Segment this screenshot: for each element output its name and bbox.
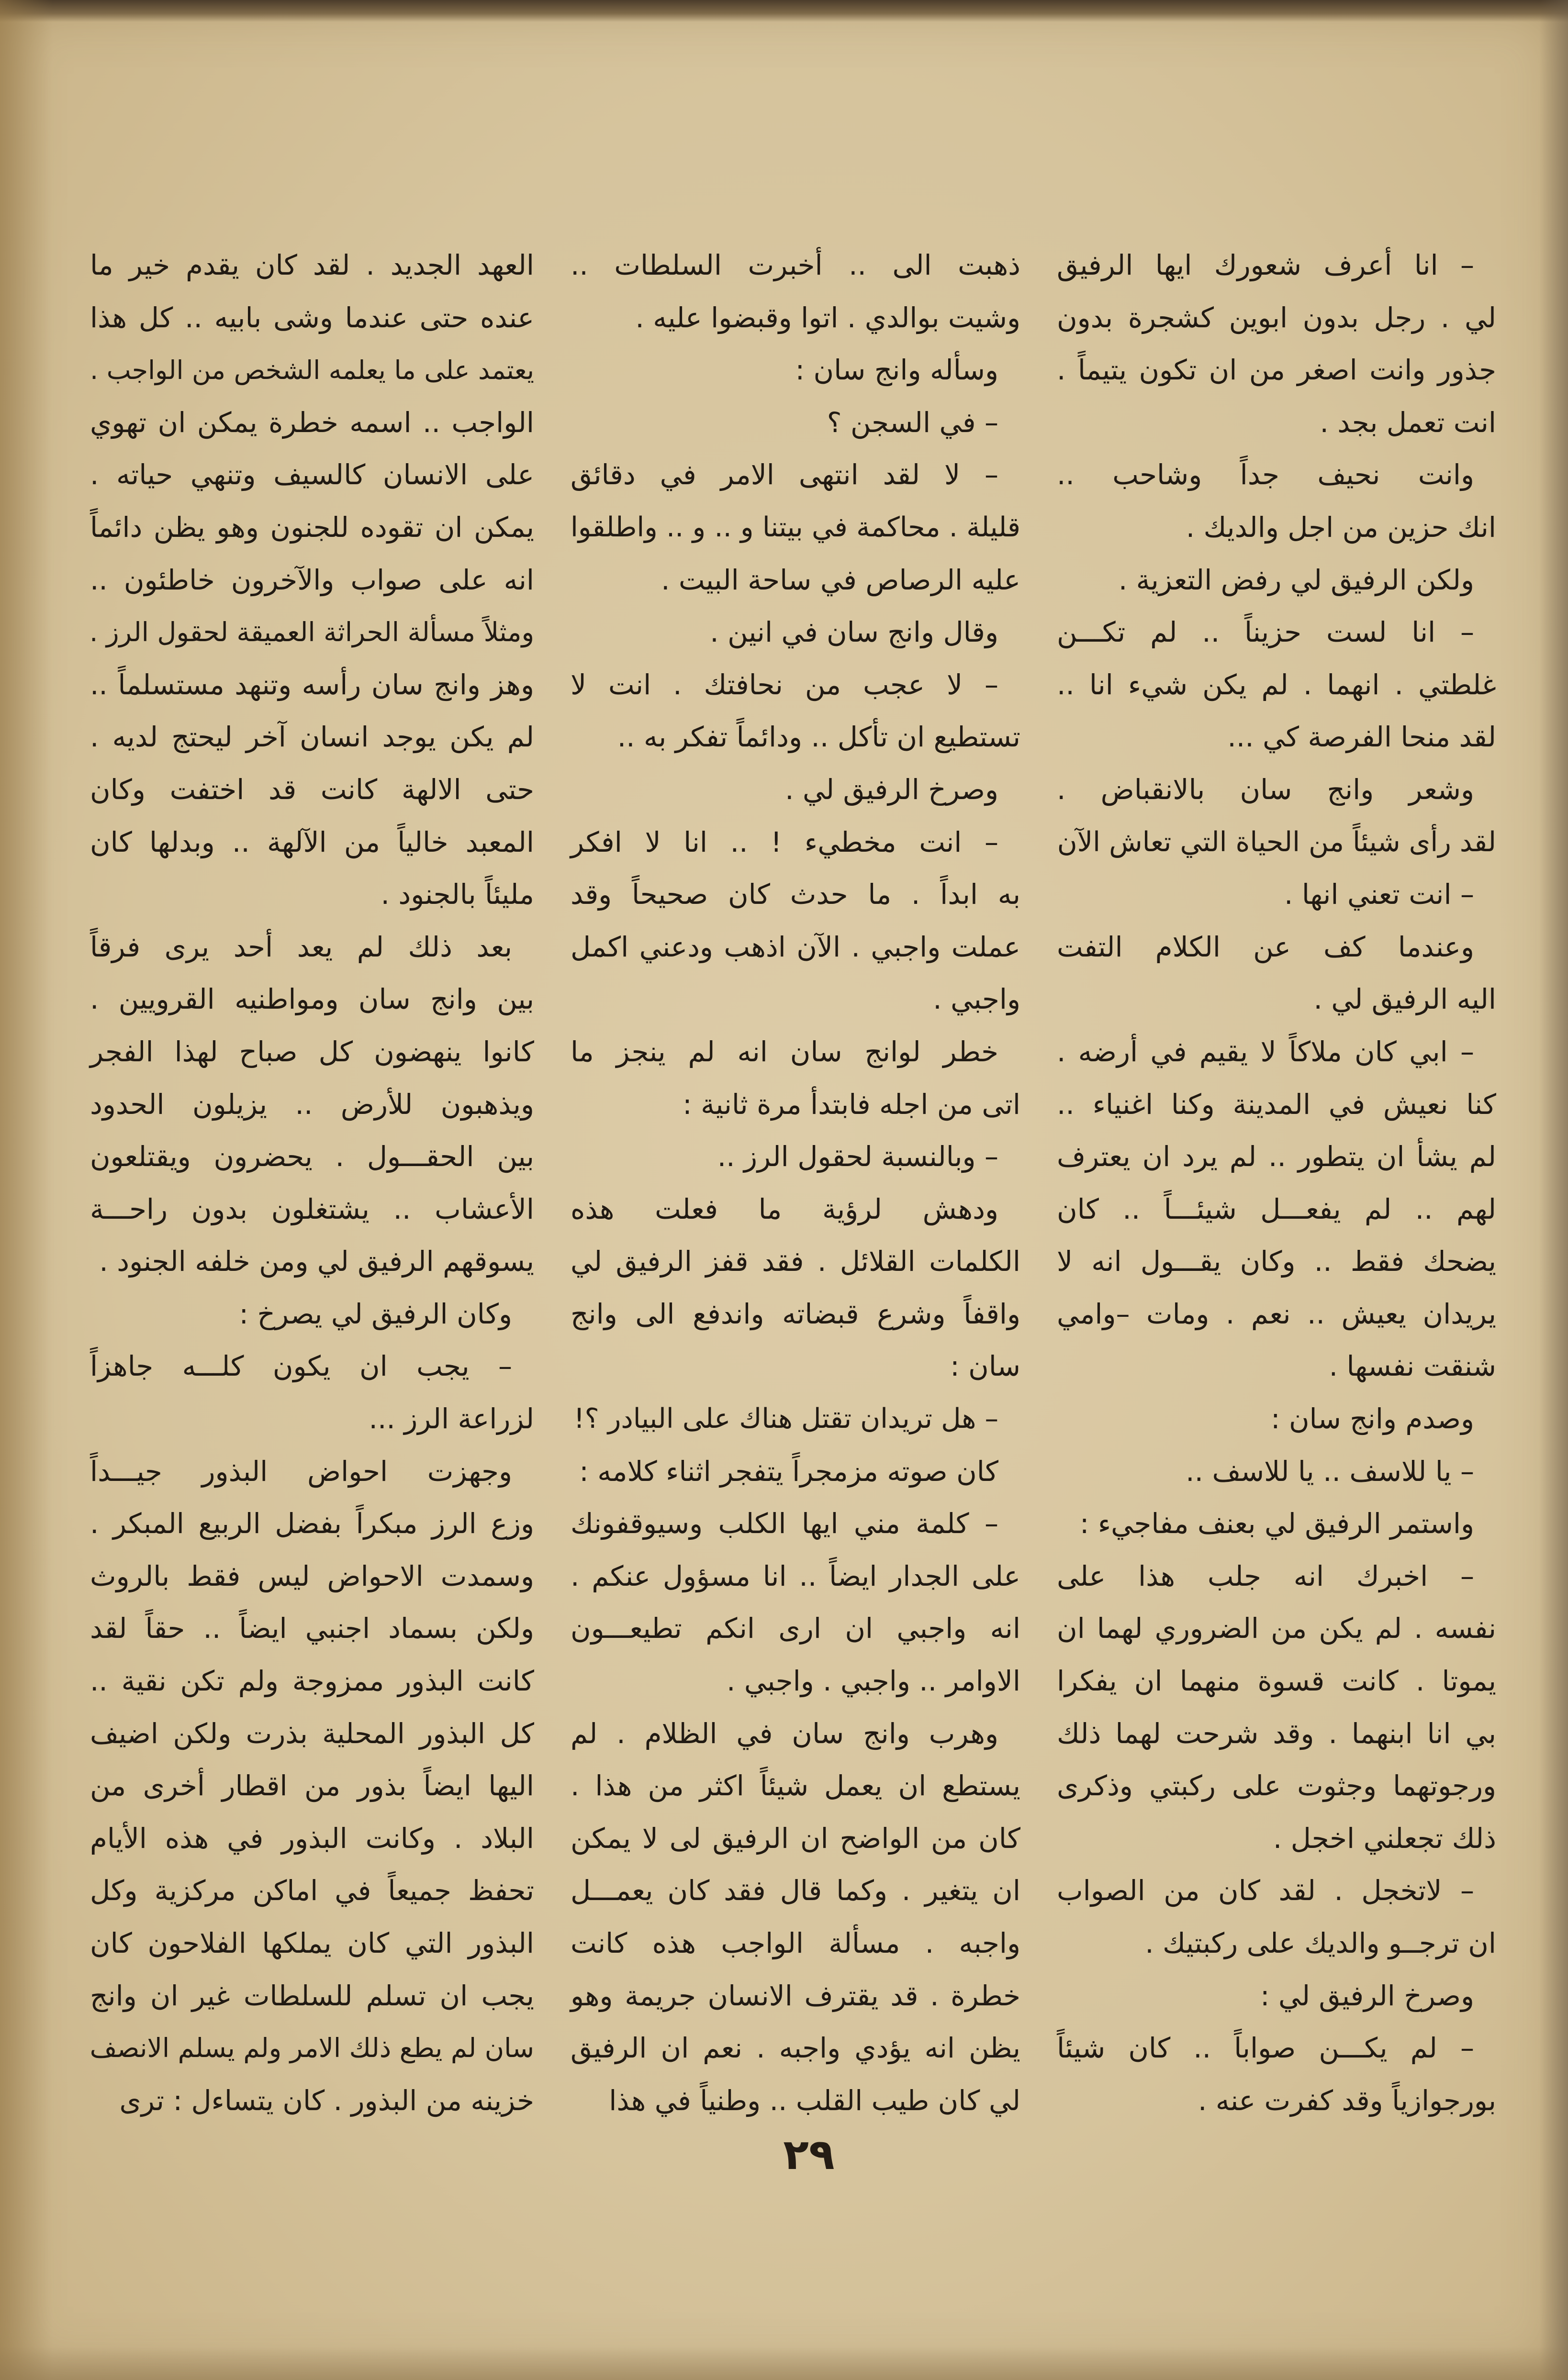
text-line: وصرخ الرفيق لي . (785, 773, 998, 806)
text-line: لقد منحا الفرصة كي ... (1227, 721, 1496, 754)
text-line: انك حزين من اجل والديك . (1186, 511, 1496, 544)
text-line: وزع الرز مبكراً بفضل الربيع المبكر . (90, 1507, 534, 1540)
text-line: يموتا . كانت قسوة منهما ان يفكرا (1057, 1665, 1496, 1698)
text-line: وشيت بوالدي . اتوا وقبضوا عليه . (635, 301, 1020, 334)
text-line: العهد الجديد . لقد كان يقدم خير ما (90, 249, 534, 281)
text-line: ان ترجــو والديك على ركبتيك . (1145, 1927, 1496, 1959)
text-line: وهز وانج سان رأسه وتنهد مستسلماً .. (90, 668, 534, 701)
paragraph (1057, 449, 1496, 554)
text-line: يستطع ان يعمل شيئاً اكثر من هذا . (571, 1769, 1020, 1802)
text-line: على الجدار ايضاً .. انا مسؤول عنكم . (571, 1559, 1020, 1592)
text-line: ولكن الرفيق لي رفض التعزية . (1118, 563, 1474, 596)
text-line: لزراعة الرز ... (369, 1402, 534, 1435)
text-line: لم يكن يوجد انسان آخر ليحتج لديه . (90, 721, 534, 754)
text-line: سان : (950, 1350, 1020, 1383)
text-line: تحفظ جميعاً في اماكن مركزية وكل (90, 1874, 534, 1907)
text-line: ويذهبون للأرض .. يزيلون الحدود (90, 1088, 534, 1121)
paragraph (1057, 606, 1496, 764)
text-line: واجبه . مسألة الواجب هذه كانت (571, 1927, 1020, 1959)
paragraph (571, 1393, 1020, 1446)
text-line: سان لم يطع ذلك الامر ولم يسلم الانصف (90, 2033, 534, 2064)
text-line: لقد رأى شيئاً من الحياة التي تعاش الآن (1057, 826, 1496, 858)
text-line: البذور التي كان يملكها الفلاحون كان (90, 1927, 534, 1959)
text-line: يمكن ان تقوده للجنون وهو يظن دائماً (90, 511, 534, 544)
text-line: الاوامر .. واجبي . واجبي . (727, 1665, 1020, 1698)
text-line: لم يشأ ان يتطور .. لم يرد ان يعترف (1057, 1140, 1496, 1173)
text-line: كانت البذور ممزوجة ولم تكن نقية .. (90, 1665, 534, 1698)
text-line: خطر لوانج سان انه لم ينجز ما (571, 1035, 998, 1068)
text-line: الواجب .. اسمه خطرة يمكن ان تهوي (90, 406, 534, 439)
paragraph (1057, 1550, 1496, 1865)
text-line: – في السجن ؟ (827, 406, 998, 439)
paragraph (1057, 764, 1496, 868)
text-line: بي انا ابنهما . وقد شرحت لهما ذلك (1057, 1717, 1496, 1750)
text-line: – يا للاسف .. يا للاسف .. (1186, 1455, 1474, 1488)
text-line: يسوقهم الرفيق لي ومن خلفه الجنود . (99, 1245, 534, 1278)
text-line: به ابداً . ما حدث كان صحيحاً وقد (571, 878, 1020, 911)
text-line: اليها ايضاً بذور من اقطار أخرى من (90, 1769, 534, 1802)
page-number: ٢٩ (783, 2130, 835, 2179)
text-line: ذهبت الى .. أخبرت السلطات .. (571, 249, 1020, 281)
text-column-1 (1057, 239, 1496, 2127)
paragraph (571, 397, 1020, 449)
paragraph (1057, 554, 1496, 607)
text-line: وصدم وانج سان : (1270, 1402, 1474, 1435)
paragraph (1057, 1865, 1496, 1969)
text-line: لهم .. لم يفعـــل شيئـــاً .. كان (1057, 1192, 1496, 1225)
paragraph (90, 1288, 534, 1341)
text-line: يجب ان تسلم للسلطات غير ان وانج (90, 1979, 534, 2012)
paragraph (571, 606, 1020, 659)
text-line: لي كان طيب القلب .. وطنياً في هذا (609, 2084, 1020, 2117)
paragraph (1057, 1393, 1496, 1446)
text-line: شنقت نفسها . (1329, 1350, 1496, 1383)
text-line: وصرخ الرفيق لي : (1260, 1979, 1474, 2012)
text-line: – يجب ان يكون كلـــه جاهزاً (90, 1350, 512, 1383)
paragraph (571, 1131, 1020, 1183)
paragraph (571, 764, 1020, 816)
text-line: كل البذور المحلية بذرت ولكن اضيف (90, 1717, 534, 1750)
paragraph (571, 344, 1020, 397)
text-line: وقال وانج سان في انين . (710, 616, 998, 649)
paragraph (571, 1498, 1020, 1707)
text-line: – لا عجب من نحافتك . انت لا (571, 668, 998, 701)
text-line: يريدان يعيش .. نعم . ومات –وامي (1057, 1297, 1496, 1330)
text-line: الأعشاب .. يشتغلون بدون راحـــة (90, 1192, 534, 1225)
text-line: وسمدت الاحواض ليس فقط بالروث (90, 1559, 534, 1592)
paragraph (571, 1026, 1020, 1131)
text-line: الكلمات القلائل . فقد قفز الرفيق لي (571, 1245, 1020, 1278)
text-line: غلطتي . انهما . لم يكن شيء انا .. (1057, 668, 1496, 701)
text-line: قليلة . محاكمة في بيتنا و .. و .. واطلقوا (571, 511, 1020, 543)
text-line: مليئاً بالجنود . (381, 878, 534, 911)
text-line: كان من الواضح ان الرفيق لى لا يمكن (571, 1822, 1020, 1855)
text-line: كنا نعيش في المدينة وكنا اغنياء .. (1057, 1088, 1496, 1121)
text-line: – انا أعرف شعورك ايها الرفيق (1057, 249, 1474, 281)
paragraph (1057, 2022, 1496, 2127)
text-line: على الانسان كالسيف وتنهي حياته . (90, 458, 534, 491)
paragraph (1057, 239, 1496, 449)
text-line: وجهزت احواض البذور جيـــداً (90, 1455, 512, 1488)
text-line: – هل تريدان تقتل هناك على البيادر ؟! (573, 1403, 998, 1435)
text-line: ولكن بسماد اجنبي ايضاً .. حقاً لقد (90, 1612, 534, 1645)
text-line: ومثلاً مسألة الحراثة العميقة لحقول الرز . (90, 617, 534, 648)
text-line: ان يتغير . وكما قال فقد كان يعمـــل (571, 1874, 1020, 1907)
paragraph (571, 1708, 1020, 2127)
text-line: يضحك فقط .. وكان يقـــول انه لا (1057, 1245, 1496, 1278)
text-line: – انت مخطيء ! .. انا لا افكر (571, 825, 998, 858)
text-line: واستمر الرفيق لي بعنف مفاجيء : (1079, 1507, 1474, 1540)
paragraph (571, 1446, 1020, 1498)
text-line: انه على صواب والآخرون خاطئون .. (90, 563, 534, 596)
paragraph (1057, 1498, 1496, 1550)
text-line: واقفاً وشرع قبضاته واندفع الى وانج (571, 1297, 1020, 1330)
text-line: كانوا ينهضون كل صباح لهذا الفجر (90, 1035, 534, 1068)
paragraph (90, 921, 534, 1288)
text-line: – لا لقد انتهى الامر في دقائق (571, 458, 998, 491)
text-line: يظن انه يؤدي واجبه . نعم ان الرفيق (571, 2032, 1020, 2065)
text-line: عليه الرصاص في ساحة البيت . (661, 563, 1020, 596)
text-line: وسأله وانج سان : (795, 354, 998, 387)
text-line: البلاد . وكانت البذور في هذه الأيام (90, 1822, 534, 1855)
text-line: المعبد خالياً من الآلهة .. وبدلها كان (90, 825, 534, 858)
paragraph (1057, 1026, 1496, 1393)
paragraph (1057, 1446, 1496, 1498)
text-line: – لاتخجل . لقد كان من الصواب (1057, 1874, 1474, 1907)
text-line: عنده حتى عندما وشى بابيه .. كل هذا (90, 301, 534, 334)
text-line: ذلك تجعلني اخجل . (1273, 1822, 1496, 1855)
scan-edge-right (1539, 0, 1568, 2380)
paragraph (571, 449, 1020, 606)
scan-edge-bottom (0, 2347, 1568, 2380)
text-line: – انت تعني انها . (1284, 878, 1474, 911)
text-line: نفسه . لم يكن من الضروري لهما ان (1057, 1612, 1496, 1645)
text-line: اتى من اجله فابتدأ مرة ثانية : (683, 1088, 1020, 1121)
paragraph (1057, 868, 1496, 921)
text-line: واجبي . (933, 983, 1020, 1016)
text-line: وانت نحيف جداً وشاحب .. (1057, 458, 1474, 491)
paragraph (90, 239, 534, 921)
text-line: بين وانج سان ومواطنيه القرويين . (90, 983, 534, 1016)
paragraph (1057, 921, 1496, 1026)
text-line: خطرة . قد يقترف الانسان جريمة وهو (571, 1979, 1020, 2012)
text-line: خزينه من البذور . كان يتساءل : ترى (119, 2084, 534, 2117)
text-line: حتى الالهة كانت قد اختفت وكان (90, 773, 534, 806)
paragraph (571, 816, 1020, 1026)
text-line: – وبالنسبة لحقول الرز .. (717, 1140, 998, 1173)
text-line: كان صوته مزمجراً يتفجر اثناء كلامه : (579, 1455, 998, 1488)
text-line: – لم يكـــن صواباً .. كان شيئاً (1057, 2032, 1474, 2065)
scan-edge-top (0, 0, 1568, 22)
text-line: – انا لست حزيناً .. لم تكـــن (1057, 616, 1474, 649)
text-line: انت تعمل بجد . (1320, 406, 1496, 439)
text-line: – ابي كان ملاكاً لا يقيم في أرضه . (1057, 1035, 1474, 1068)
text-line: بين الحقـــول . يحضرون ويقتلعون (90, 1140, 534, 1173)
text-line: تستطيع ان تأكل .. ودائماً تفكر به .. (617, 721, 1020, 754)
text-line: اليه الرفيق لي . (1313, 983, 1496, 1016)
paragraph (90, 1446, 534, 2127)
text-column-3 (90, 239, 534, 2127)
paragraph (571, 1183, 1020, 1393)
text-line: يعتمد على ما يعلمه الشخص من الواجب . (90, 355, 534, 386)
paragraph (571, 659, 1020, 764)
text-line: عملت واجبي . الآن اذهب ودعني اكمل (571, 930, 1020, 963)
text-line: – اخبرك انه جلب هذا على (1057, 1559, 1474, 1592)
paragraph (1057, 1970, 1496, 2023)
text-line: جذور وانت اصغر من ان تكون يتيماً . (1057, 354, 1496, 387)
text-line: ودهش لرؤية ما فعلت هذه (571, 1192, 998, 1225)
text-line: وهرب وانج سان في الظلام . لم (571, 1717, 998, 1750)
text-line: وكان الرفيق لي يصرخ : (239, 1297, 512, 1330)
text-line: وعندما كف عن الكلام التفت (1057, 930, 1474, 963)
text-line: بورجوازياً وقد كفرت عنه . (1198, 2084, 1496, 2117)
text-line: بعد ذلك لم يعد أحد يرى فرقاً (90, 930, 512, 963)
paragraph (90, 1340, 534, 1445)
text-line: وشعر وانج سان بالانقباض . (1057, 773, 1474, 806)
text-line: ورجوتهما وجثوت على ركبتي وذكرى (1057, 1769, 1496, 1802)
text-line: لي . رجل بدون ابوين كشجرة بدون (1057, 301, 1496, 334)
paragraph (571, 239, 1020, 344)
scan-edge-left (0, 0, 53, 2380)
text-column-2 (571, 239, 1020, 2127)
text-line: – كلمة مني ايها الكلب وسيوقفونك (571, 1507, 998, 1540)
text-line: انه واجبي ان ارى انكم تطيعـــون (571, 1612, 1020, 1645)
